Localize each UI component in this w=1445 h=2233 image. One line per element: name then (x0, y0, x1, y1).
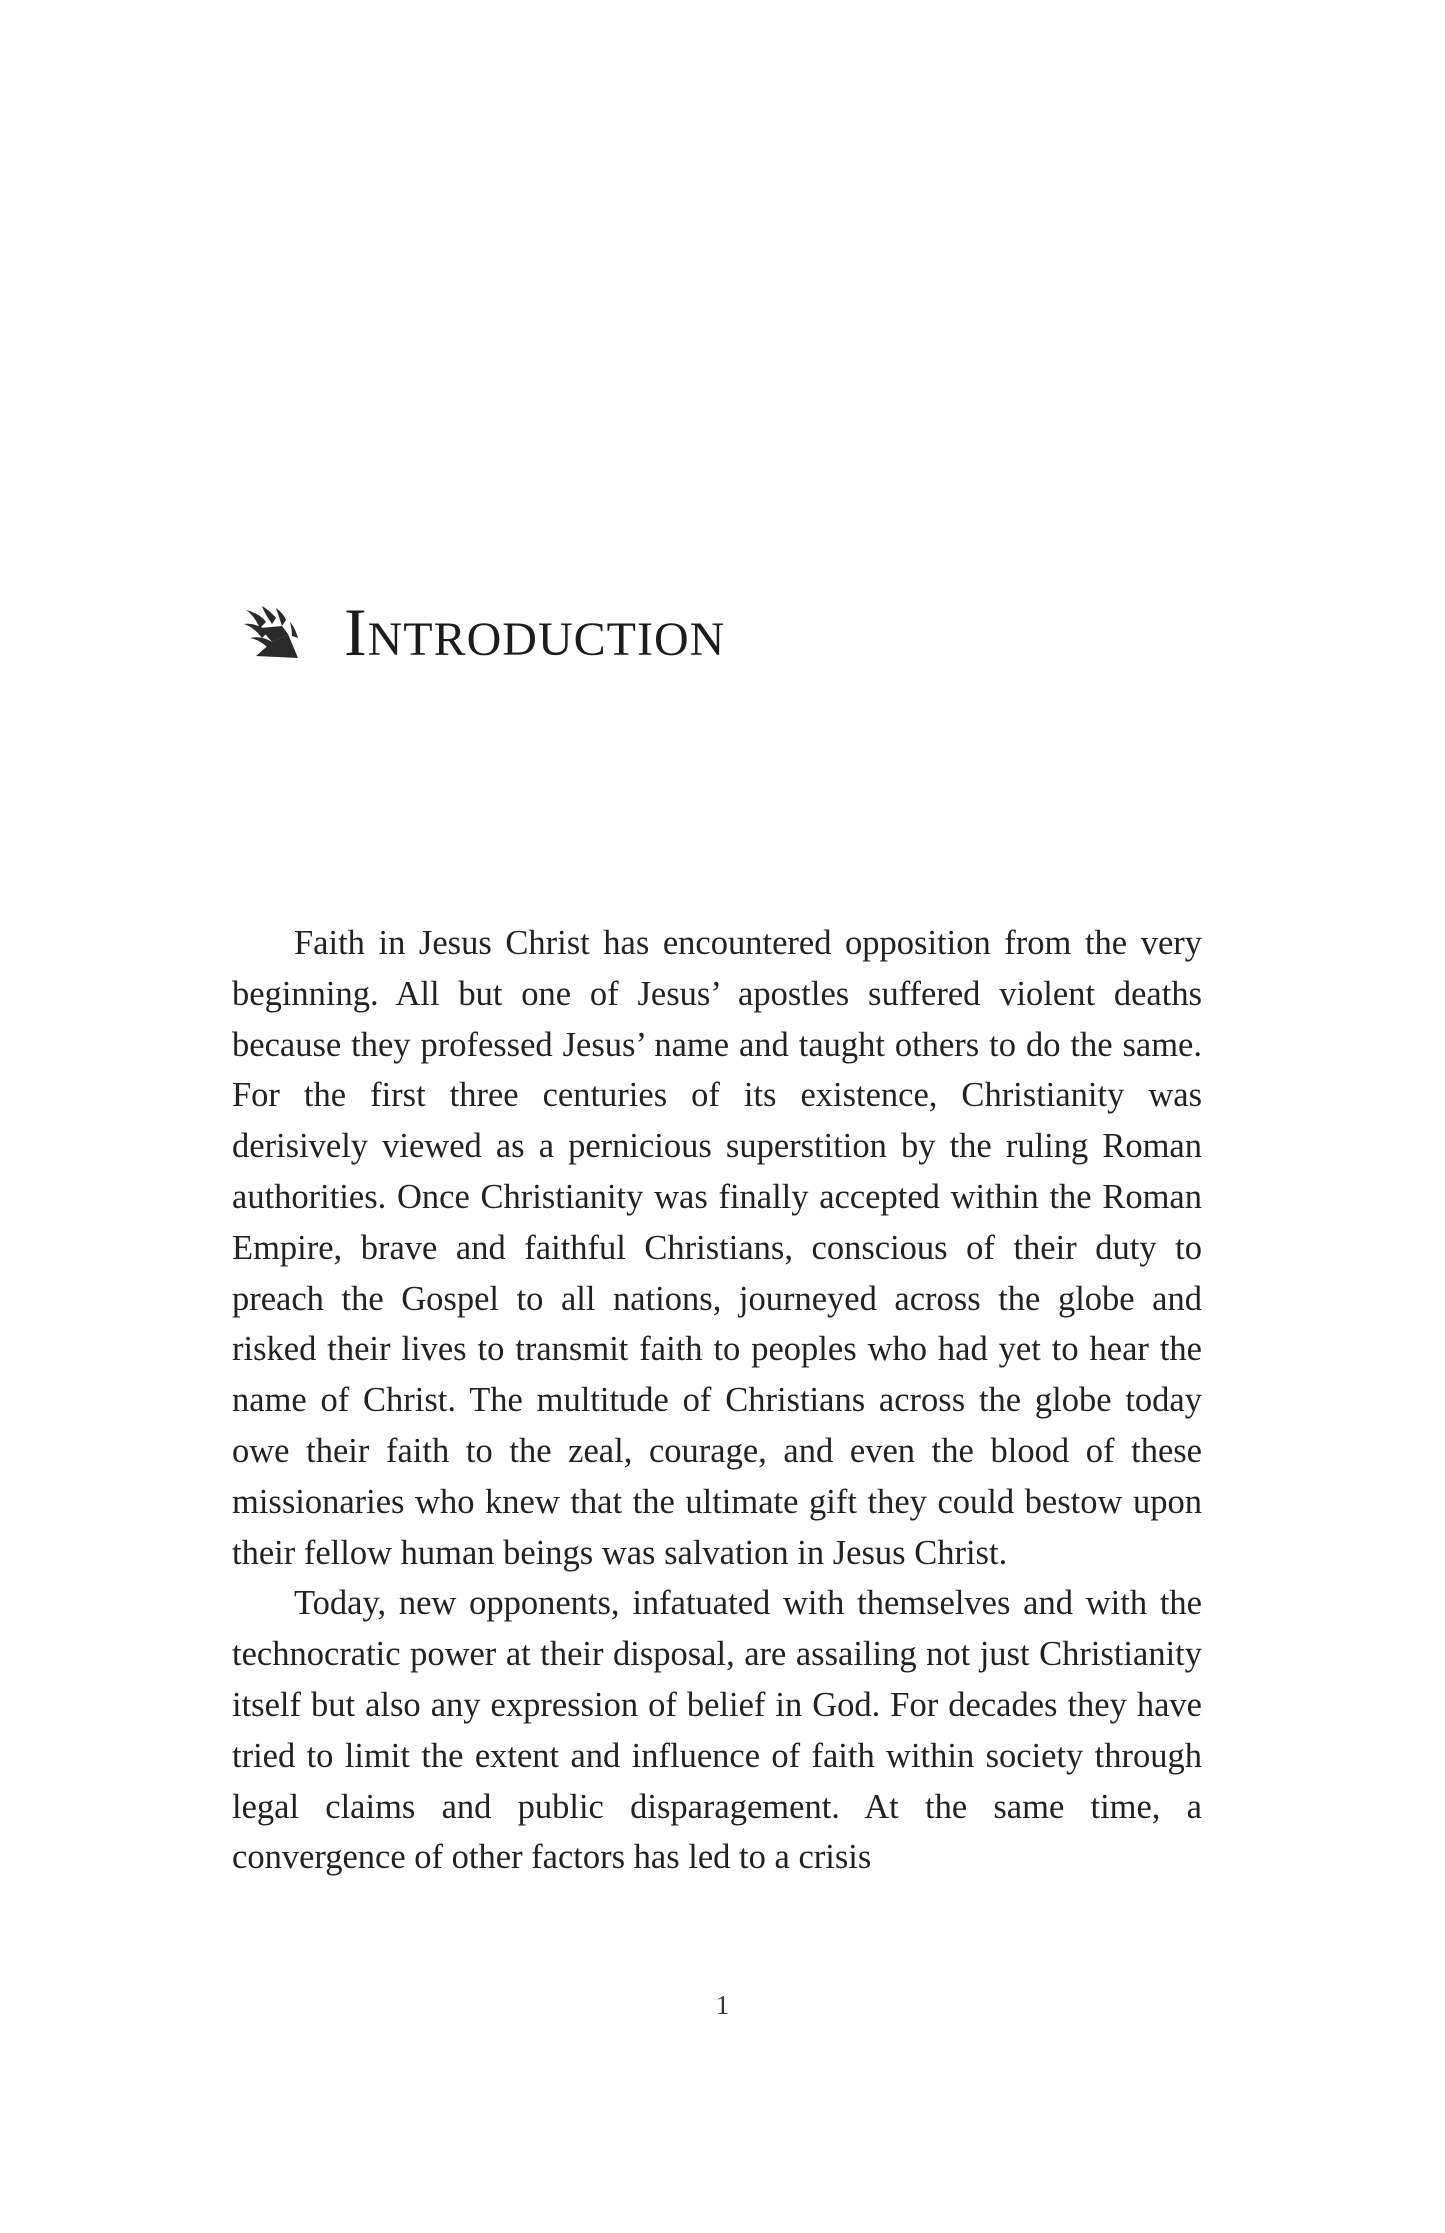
chapter-title: Introduction (344, 594, 726, 670)
page-number: 1 (715, 1990, 730, 2020)
body-text (232, 918, 1202, 1883)
paragraph: Today, new opponents, infatuated with themselves and with the technocratic power at their disposal, are assailing not just Christianity itself but also any expression of belief in God. For decades they have tried to limit the extent and influence of faith within society through legal claims and public disparagement. At the same time, a convergence of other factors has led to a crisis (232, 1584, 1202, 1877)
chapter-heading (242, 594, 726, 670)
paragraph: Faith in Jesus Christ has encountered opposition from the very beginning. All but one of Jesus’ apostles suffered violent deaths because they professed Jesus’ name and taught others to do the same. For the first three centuries of its existence, Christianity was derisively viewed as a pernicious superstition by the ruling Roman authorities. Once Christianity was finally accepted within the Roman Empire, brave and faithful Christians, conscious of their duty to preach the Gospel to all nations, journeyed across the globe and risked their lives to transmit faith to peoples who had yet to hear the name of Christ. The multitude of Christians across the globe today owe their faith to the zeal, courage, and even the blood of these missionaries who knew that the ultimate gift they could bestow upon their fellow human beings was salvation in Jesus Christ. (232, 924, 1202, 1572)
leaf-fleuron-icon (242, 604, 300, 660)
